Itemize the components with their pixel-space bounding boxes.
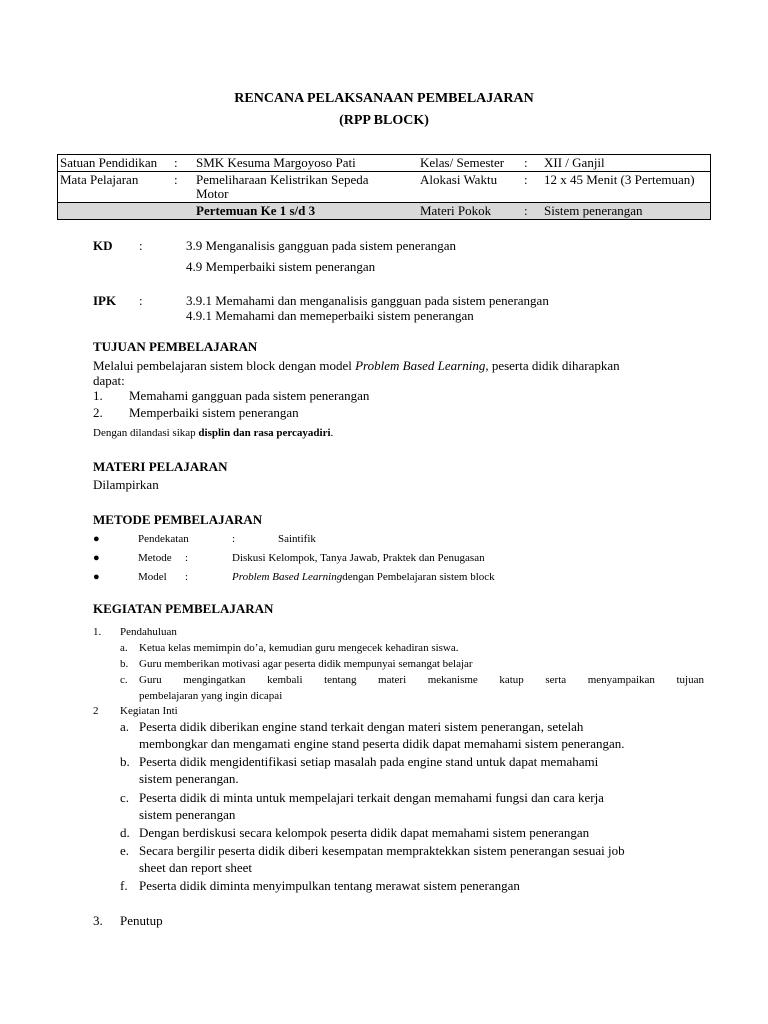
list-marker: e.	[120, 843, 130, 858]
metode-colon: :	[185, 552, 189, 564]
inti-item-e-line1: Secara bergilir peserta didik diberi kesempatan mempraktekkan sistem penerangan sesuai job	[139, 843, 625, 858]
inti-item-c-line1: Peserta didik di minta untuk mempelajari terkait dengan memahami fungsi dan cara kerja	[139, 790, 604, 805]
value-materi-pokok: Sistem penerangan	[542, 203, 711, 220]
inti-item-b-line2: sistem penerangan.	[139, 771, 239, 786]
ipk-label: IPK	[93, 293, 117, 308]
value-pertemuan: Pertemuan Ke 1 s/d 3	[194, 203, 418, 220]
pendahuluan-item-a: Ketua kelas memimpin do’a, kemudian guru mengecek kehadiran siswa.	[139, 642, 459, 654]
list-marker: a.	[120, 719, 130, 734]
metode-value-pendekatan: Saintifik	[278, 533, 316, 545]
tujuan-note: Dengan dilandasi sikap displin dan rasa percayadiri.	[93, 427, 334, 439]
bullet-icon: ●	[93, 571, 100, 583]
metode-colon: :	[185, 571, 189, 583]
inti-item-d: Dengan berdiskusi secara kelompok peserta didik dapat memahami sistem penerangan	[139, 825, 590, 840]
list-marker: d.	[120, 825, 130, 840]
pendahuluan-item-c-line1: Guru mengingatkan kembali tentang materi mekanisme katup serta menyampaikan tujuan	[139, 674, 704, 686]
value-satuan: SMK Kesuma Margoyoso Pati	[196, 155, 356, 170]
materi-heading: MATERI PELAJARAN	[93, 459, 228, 474]
info-row-school	[58, 155, 711, 172]
value-kelas: XII / Ganjil	[544, 155, 605, 170]
tujuan-intro-cont: dapat:	[93, 373, 125, 388]
tujuan-item-1: Memahami gangguan pada sistem penerangan	[129, 388, 370, 403]
tujuan-num-1: 1.	[93, 388, 103, 403]
metode-value-model: Problem Based Learningdengan Pembelajaran sistem block	[232, 571, 495, 583]
document-title: RENCANA PELAKSANAAN PEMBELAJARAN	[234, 91, 534, 106]
metode-heading: METODE PEMBELAJARAN	[93, 512, 263, 527]
colon: :	[522, 203, 542, 220]
colon: :	[174, 155, 178, 170]
list-marker: f.	[120, 878, 128, 893]
value-alokasi: 12 x 45 Menit (3 Pertemuan)	[544, 172, 695, 187]
bullet-icon: ●	[93, 533, 100, 545]
colon: :	[524, 172, 528, 187]
colon: :	[524, 155, 528, 170]
materi-text: Dilampirkan	[93, 477, 159, 492]
label-materi-pokok: Materi Pokok	[418, 203, 522, 220]
list-marker: c.	[120, 790, 130, 805]
ipk-item-1: 3.9.1 Memahami dan menganalisis gangguan pada sistem penerangan	[186, 293, 549, 308]
kd-item-1: 3.9 Menganalisis gangguan pada sistem penerangan	[186, 238, 457, 253]
kd-label: KD	[93, 238, 113, 253]
kegiatan-heading: KEGIATAN PEMBELAJARAN	[93, 601, 274, 616]
metode-label-metode: Metode	[138, 552, 172, 564]
list-marker: b.	[120, 754, 130, 769]
inti-item-b-line1: Peserta didik mengidentifikasi setiap masalah pada engine stand untuk dapat memahami	[139, 754, 599, 769]
inti-item-e-line2: sheet dan report sheet	[139, 860, 252, 875]
info-row-subject	[58, 172, 711, 203]
value-mapel: Pemeliharaan Kelistrikan Sepeda Motor	[196, 172, 369, 201]
label-alokasi: Alokasi Waktu	[420, 172, 498, 187]
metode-colon: :	[232, 533, 236, 545]
ipk-colon: :	[139, 293, 143, 308]
list-marker: a.	[120, 642, 128, 654]
tujuan-intro: Melalui pembelajaran sistem block dengan model Problem Based Learning, peserta didik diharapkan	[93, 358, 620, 373]
kd-colon: :	[139, 238, 143, 253]
tujuan-num-2: 2.	[93, 405, 103, 420]
section-num: 1.	[93, 626, 102, 638]
tujuan-item-2: Memperbaiki sistem penerangan	[129, 405, 299, 420]
bullet-icon: ●	[93, 552, 100, 564]
list-marker: c.	[120, 674, 128, 686]
document-subtitle: (RPP BLOCK)	[339, 113, 429, 128]
info-row-meeting	[58, 203, 711, 220]
section-title-penutup: Penutup	[120, 913, 163, 928]
kd-item-2: 4.9 Memperbaiki sistem penerangan	[186, 259, 376, 274]
label-kelas: Kelas/ Semester	[420, 155, 505, 170]
colon: :	[174, 172, 178, 187]
metode-value-metode: Diskusi Kelompok, Tanya Jawab, Praktek dan Penugasan	[232, 552, 485, 564]
section-num: 3.	[93, 913, 103, 928]
ipk-item-2: 4.9.1 Memahami dan memeperbaiki sistem penerangan	[186, 308, 474, 323]
info-table	[57, 154, 711, 220]
section-title-inti: Kegiatan Inti	[120, 705, 178, 717]
list-marker: b.	[120, 658, 129, 670]
inti-item-c-line2: sistem penerangan	[139, 807, 236, 822]
inti-item-a-line2: membongkar dan mengamati engine stand peserta didik dapat memahami sistem penerangan.	[139, 736, 625, 751]
label-mapel: Mata Pelajaran	[60, 172, 139, 187]
inti-item-f: Peserta didik diminta menyimpulkan tentang merawat sistem penerangan	[139, 878, 520, 893]
label-satuan: Satuan Pendidikan	[60, 155, 158, 170]
section-title-pendahuluan: Pendahuluan	[120, 626, 177, 638]
metode-label-pendekatan: Pendekatan	[138, 533, 189, 545]
metode-label-model: Model	[138, 571, 167, 583]
tujuan-heading: TUJUAN PEMBELAJARAN	[93, 339, 258, 354]
section-num: 2	[93, 705, 99, 717]
inti-item-a-line1: Peserta didik diberikan engine stand terkait dengan materi sistem penerangan, setelah	[139, 719, 584, 734]
pendahuluan-item-c-line2: pembelajaran yang ingin dicapai	[139, 690, 283, 702]
pendahuluan-item-b: Guru memberikan motivasi agar peserta didik mempunyai semangat belajar	[139, 658, 473, 670]
